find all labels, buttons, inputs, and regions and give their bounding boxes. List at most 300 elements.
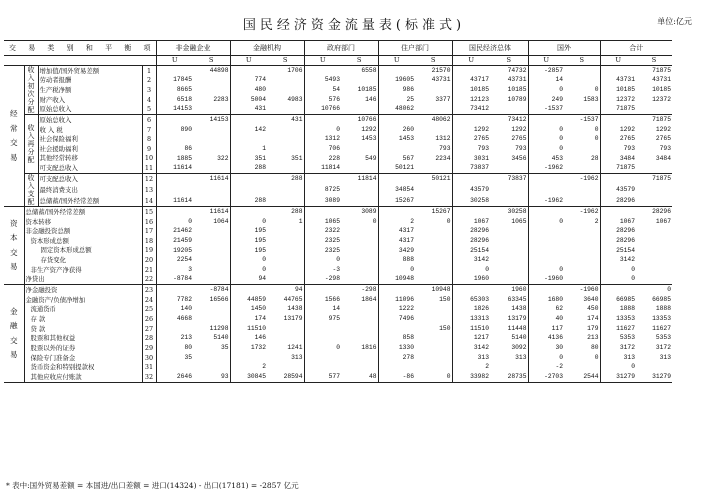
value-cell — [378, 363, 415, 373]
value-cell — [564, 185, 600, 196]
value-cell — [415, 314, 452, 324]
subgroup-label: 收入初次分配 — [24, 66, 38, 115]
value-cell: 3172 — [619, 343, 635, 351]
value-cell: 0 — [564, 125, 600, 135]
value-cell: 11298 — [193, 324, 230, 334]
value-cell: 1450 — [250, 305, 266, 313]
value-cell: 28296 — [616, 236, 635, 244]
value-cell: 25154 — [470, 246, 489, 254]
value-cell: 1222 — [398, 305, 414, 313]
value-cell — [452, 207, 490, 217]
value-cell — [636, 256, 672, 266]
value-cell: 66985 — [652, 295, 671, 303]
table-row — [4, 217, 672, 227]
table-row — [4, 324, 672, 334]
value-cell: 1065 — [490, 217, 528, 227]
value-cell: 43731 — [652, 76, 671, 84]
value-cell: 44898 — [193, 66, 230, 76]
value-cell: 1312 — [324, 135, 340, 143]
value-cell — [230, 115, 267, 125]
value-cell: 4136 — [547, 334, 563, 342]
value-cell — [378, 324, 415, 334]
value-cell — [341, 196, 378, 207]
value-cell — [193, 185, 230, 196]
value-cell: 10185 — [616, 85, 635, 93]
value-cell: 43579 — [616, 186, 635, 194]
value-cell: 1960 — [490, 285, 528, 295]
value-cell: 0 — [188, 217, 192, 225]
value-cell — [564, 144, 600, 154]
value-cell — [415, 305, 452, 315]
value-cell: 3031 — [473, 154, 489, 162]
value-cell — [304, 324, 341, 334]
value-cell — [600, 66, 636, 76]
row-number: 21 — [142, 265, 156, 275]
row-number: 29 — [142, 343, 156, 353]
row-label: 非生产资产净获得 — [24, 265, 142, 275]
value-cell: 14153 — [193, 115, 230, 125]
value-cell: 0 — [485, 265, 489, 273]
value-cell: 1885 — [176, 154, 192, 162]
value-cell: 793 — [490, 144, 528, 154]
value-cell: 195 — [254, 227, 266, 235]
value-cell: 0 — [559, 135, 563, 143]
value-cell — [341, 163, 378, 173]
value-cell: 313 — [659, 353, 671, 361]
table-row — [4, 207, 672, 217]
value-cell: 10185 — [341, 85, 378, 95]
value-cell: 13179 — [267, 314, 304, 324]
value-cell: 1732 — [250, 343, 266, 351]
value-cell: 0 — [636, 285, 672, 295]
value-cell — [341, 353, 378, 363]
row-label: 社会援助福利 — [38, 144, 142, 154]
row-number: 10 — [142, 154, 156, 164]
row-number: 15 — [142, 207, 156, 217]
value-cell: 567 — [402, 154, 414, 162]
value-cell — [193, 246, 230, 256]
value-cell — [528, 256, 564, 266]
row-label: 资本转移 — [24, 217, 142, 227]
row-label: 生产税净额 — [38, 85, 142, 95]
value-cell: 1888 — [655, 305, 671, 313]
value-cell — [378, 115, 415, 125]
value-cell: 5353 — [655, 334, 671, 342]
value-cell — [415, 275, 452, 285]
row-number: 13 — [142, 185, 156, 196]
value-cell: 8665 — [176, 85, 192, 93]
value-cell — [193, 265, 230, 275]
value-cell — [341, 363, 378, 373]
value-cell — [636, 185, 672, 196]
value-cell: 3429 — [398, 246, 414, 254]
value-cell: 35 — [184, 353, 192, 361]
value-cell: 4983 — [267, 95, 304, 105]
value-cell — [378, 144, 415, 154]
value-cell: 1067 — [473, 217, 489, 225]
sector-header-nonfinancial: 非金融企业 — [156, 41, 230, 56]
value-cell: 54 — [332, 85, 340, 93]
group-label: 金 融 交 易 — [4, 285, 24, 382]
value-cell: 174 — [254, 315, 266, 323]
value-cell — [415, 265, 452, 275]
value-cell — [304, 115, 341, 125]
row-label: 原始总收入 — [38, 105, 142, 115]
value-cell — [230, 185, 267, 196]
value-cell: 549 — [341, 154, 378, 164]
table-row — [4, 115, 672, 125]
value-cell: 313 — [623, 353, 635, 361]
value-cell — [564, 265, 600, 275]
table-row — [4, 236, 672, 246]
row-label: 非金融投资总额 — [24, 227, 142, 237]
value-cell — [341, 105, 378, 115]
value-cell: 71875 — [616, 105, 635, 113]
sector-header-household: 住户部门 — [378, 41, 452, 56]
value-cell: 73412 — [490, 115, 528, 125]
value-cell — [267, 246, 304, 256]
value-cell — [193, 353, 230, 363]
value-cell — [230, 353, 267, 363]
unit-label: 单位:亿元 — [657, 17, 692, 26]
value-cell — [193, 196, 230, 207]
value-cell: 14 — [555, 76, 563, 84]
value-cell: 12372 — [652, 95, 671, 103]
value-cell: 793 — [415, 144, 452, 154]
sources-header-1: S — [267, 56, 304, 66]
value-cell: 1826 — [473, 305, 489, 313]
value-cell: 3 — [188, 265, 192, 273]
row-label: 总储蓄/国外经常差额 — [24, 207, 142, 217]
value-cell — [341, 305, 378, 315]
value-cell: 1067 — [655, 217, 671, 225]
sources-header-2: S — [341, 56, 378, 66]
value-cell: 150 — [415, 324, 452, 334]
value-cell: 142 — [254, 125, 266, 133]
value-cell: 1566 — [324, 295, 340, 303]
value-cell: 431 — [254, 105, 266, 113]
value-cell: 21462 — [173, 227, 192, 235]
value-cell: 3377 — [415, 95, 452, 105]
value-cell: 576 — [328, 95, 340, 103]
value-cell: 1312 — [415, 135, 452, 145]
value-cell: 13313 — [470, 315, 489, 323]
value-cell — [415, 343, 452, 353]
value-cell: 66985 — [616, 295, 635, 303]
value-cell: 13353 — [652, 315, 671, 323]
value-cell: -3 — [332, 265, 340, 273]
value-cell: 1816 — [341, 343, 378, 353]
value-cell — [564, 363, 600, 373]
value-cell: 0 — [341, 217, 378, 227]
value-cell — [415, 236, 452, 246]
value-cell — [193, 305, 230, 315]
value-cell: 10185 — [470, 85, 489, 93]
value-cell: 5353 — [619, 334, 635, 342]
value-cell: 0 — [631, 275, 635, 283]
value-cell — [156, 363, 193, 373]
value-cell: 86 — [184, 144, 192, 152]
value-cell: 48062 — [415, 115, 452, 125]
value-cell: 0 — [336, 256, 340, 264]
value-cell: 43579 — [470, 186, 489, 194]
row-label: 其他应收应付账款 — [24, 372, 142, 382]
value-cell: 2283 — [193, 95, 230, 105]
value-cell: 28296 — [470, 236, 489, 244]
row-number: 24 — [142, 295, 156, 305]
value-cell: 2544 — [564, 372, 600, 382]
value-cell: 50121 — [415, 174, 452, 185]
value-cell — [636, 246, 672, 256]
value-cell: 0 — [336, 125, 340, 133]
value-cell — [636, 265, 672, 275]
row-number: 27 — [142, 324, 156, 334]
value-cell — [415, 256, 452, 266]
value-cell — [267, 76, 304, 86]
table-row — [4, 372, 672, 382]
value-cell: 793 — [623, 144, 635, 152]
value-cell: 1065 — [324, 217, 340, 225]
value-cell — [490, 163, 528, 173]
table-row — [4, 105, 672, 115]
sector-header-national: 国民经济总体 — [452, 41, 528, 56]
value-cell: 40 — [555, 315, 563, 323]
value-cell — [304, 353, 341, 363]
value-cell — [267, 85, 304, 95]
value-cell — [230, 174, 267, 185]
value-cell — [490, 363, 528, 373]
value-cell — [230, 66, 267, 76]
row-label: 货币资金和特别提款权 — [24, 363, 142, 373]
value-cell — [415, 163, 452, 173]
value-cell: -1537 — [544, 105, 563, 113]
table-row — [4, 256, 672, 266]
value-cell: 480 — [254, 85, 266, 93]
row-number: 30 — [142, 353, 156, 363]
value-cell — [156, 324, 193, 334]
value-cell: 0 — [564, 135, 600, 145]
table-row — [4, 66, 672, 76]
value-cell: 2254 — [176, 256, 192, 264]
value-cell — [230, 207, 267, 217]
value-cell — [564, 275, 600, 285]
sector-header-rest-of-world: 国外 — [528, 41, 600, 56]
subgroup-label: 收入再分配 — [24, 115, 38, 174]
value-cell — [267, 334, 304, 344]
value-cell — [528, 227, 564, 237]
value-cell — [267, 227, 304, 237]
value-cell: 15267 — [415, 207, 452, 217]
value-cell — [156, 135, 193, 145]
table-row — [4, 144, 672, 154]
row-number: 22 — [142, 275, 156, 285]
value-cell: 351 — [254, 154, 266, 162]
row-number: 18 — [142, 236, 156, 246]
value-cell: -298 — [324, 275, 340, 283]
value-cell — [564, 76, 600, 86]
value-cell: 30258 — [470, 196, 489, 204]
value-cell: 80 — [184, 343, 192, 351]
row-label: 财产收入 — [38, 95, 142, 105]
value-cell: 3089 — [324, 196, 340, 204]
value-cell: 174 — [564, 314, 600, 324]
value-cell — [600, 174, 636, 185]
row-number: 17 — [142, 227, 156, 237]
value-cell: 4317 — [398, 227, 414, 235]
row-number: 28 — [142, 334, 156, 344]
flow-of-funds-table — [4, 40, 672, 383]
value-cell: 11510 — [470, 324, 489, 332]
value-cell: 5140 — [490, 334, 528, 344]
value-cell — [156, 285, 193, 295]
value-cell — [341, 227, 378, 237]
value-cell — [230, 285, 267, 295]
value-cell: -2703 — [528, 372, 564, 382]
table-row — [4, 305, 672, 315]
value-cell: 1292 — [341, 125, 378, 135]
row-number: 7 — [142, 125, 156, 135]
row-number: 1 — [142, 66, 156, 76]
row-number: 14 — [142, 196, 156, 207]
value-cell: 28296 — [616, 196, 635, 204]
table-row — [4, 163, 672, 173]
value-cell: 793 — [659, 144, 671, 152]
value-cell: 228 — [328, 154, 340, 162]
value-cell — [490, 275, 528, 285]
value-cell — [636, 236, 672, 246]
value-cell — [378, 207, 415, 217]
row-label: 可支配总收入 — [38, 163, 142, 173]
table-row — [4, 295, 672, 305]
value-cell: -1960 — [544, 275, 563, 283]
value-cell — [193, 236, 230, 246]
value-cell: 74732 — [490, 66, 528, 76]
value-cell: 28296 — [470, 227, 489, 235]
value-cell: 1960 — [473, 275, 489, 283]
value-cell — [378, 66, 415, 76]
uses-header-0: U — [156, 56, 193, 66]
value-cell: 890 — [180, 125, 192, 133]
value-cell: 28735 — [490, 372, 528, 382]
value-cell — [636, 196, 672, 207]
value-cell: 0 — [262, 256, 266, 264]
value-cell: 63345 — [490, 295, 528, 305]
value-cell: 2325 — [324, 236, 340, 244]
value-cell — [341, 144, 378, 154]
value-cell: 888 — [402, 256, 414, 264]
value-cell: 11614 — [193, 207, 230, 217]
row-number: 16 — [142, 217, 156, 227]
value-cell: 14 — [332, 305, 340, 313]
value-cell — [267, 256, 304, 266]
value-cell: 10185 — [652, 85, 671, 93]
row-number: 4 — [142, 95, 156, 105]
row-label: 可支配总收入 — [38, 174, 142, 185]
value-cell: 0 — [631, 363, 635, 371]
value-cell: 288 — [267, 174, 304, 185]
row-label: 存货变化 — [24, 256, 142, 266]
value-cell: 25154 — [616, 246, 635, 254]
table-row — [4, 196, 672, 207]
value-cell — [156, 185, 193, 196]
value-cell: 19205 — [173, 246, 192, 254]
value-cell: 146 — [254, 334, 266, 342]
value-cell — [304, 174, 341, 185]
row-label: 原始总收入 — [38, 115, 142, 125]
value-cell — [415, 363, 452, 373]
subgroup-label: 收入支配 — [24, 174, 38, 207]
value-cell: 3092 — [490, 343, 528, 353]
value-cell — [193, 85, 230, 95]
value-cell: 975 — [328, 315, 340, 323]
value-cell — [490, 196, 528, 207]
row-label: 保险专门准备金 — [24, 353, 142, 363]
value-cell: 1 — [267, 217, 304, 227]
value-cell — [415, 185, 452, 196]
value-cell: 30845 — [230, 372, 267, 382]
value-cell: 1706 — [267, 66, 304, 76]
row-number: 25 — [142, 305, 156, 315]
value-cell: 351 — [267, 154, 304, 164]
value-cell — [193, 125, 230, 135]
value-cell: 65303 — [470, 295, 489, 303]
value-cell — [600, 115, 636, 125]
row-number: 6 — [142, 115, 156, 125]
value-cell: 73412 — [470, 105, 489, 113]
value-cell — [490, 246, 528, 256]
value-cell — [156, 174, 193, 185]
value-cell: 71875 — [636, 66, 672, 76]
value-cell — [267, 105, 304, 115]
value-cell: 28296 — [616, 227, 635, 235]
value-cell: 3640 — [564, 295, 600, 305]
sources-header-5: S — [564, 56, 600, 66]
row-label: 流通货币 — [24, 305, 142, 315]
value-cell: 17845 — [173, 76, 192, 84]
row-label: 社会保险福利 — [38, 135, 142, 145]
value-cell — [600, 285, 636, 295]
value-cell — [267, 185, 304, 196]
value-cell: 179 — [564, 324, 600, 334]
value-cell: 30 — [555, 343, 563, 351]
value-cell — [452, 115, 490, 125]
value-cell: 3089 — [341, 207, 378, 217]
value-cell — [156, 66, 193, 76]
table-row — [4, 125, 672, 135]
value-cell: 2 — [410, 217, 414, 225]
row-number: 8 — [142, 135, 156, 145]
value-cell: 11448 — [490, 324, 528, 334]
value-cell: 3172 — [655, 343, 671, 351]
sector-header-total: 合计 — [600, 41, 672, 56]
value-cell: 71875 — [636, 174, 672, 185]
value-cell: 10948 — [395, 275, 414, 283]
value-cell: 8725 — [324, 186, 340, 194]
value-cell — [304, 207, 341, 217]
value-cell: 16566 — [193, 295, 230, 305]
value-cell — [193, 363, 230, 373]
uses-header-6: U — [600, 56, 636, 66]
value-cell — [341, 76, 378, 86]
value-cell: 6558 — [341, 66, 378, 76]
value-cell: 11614 — [173, 196, 192, 204]
value-cell: 0 — [564, 85, 600, 95]
value-cell: 3142 — [619, 256, 635, 264]
value-cell — [341, 236, 378, 246]
value-cell: 1888 — [619, 305, 635, 313]
value-cell: 73837 — [490, 174, 528, 185]
value-cell: -8784 — [173, 275, 192, 283]
